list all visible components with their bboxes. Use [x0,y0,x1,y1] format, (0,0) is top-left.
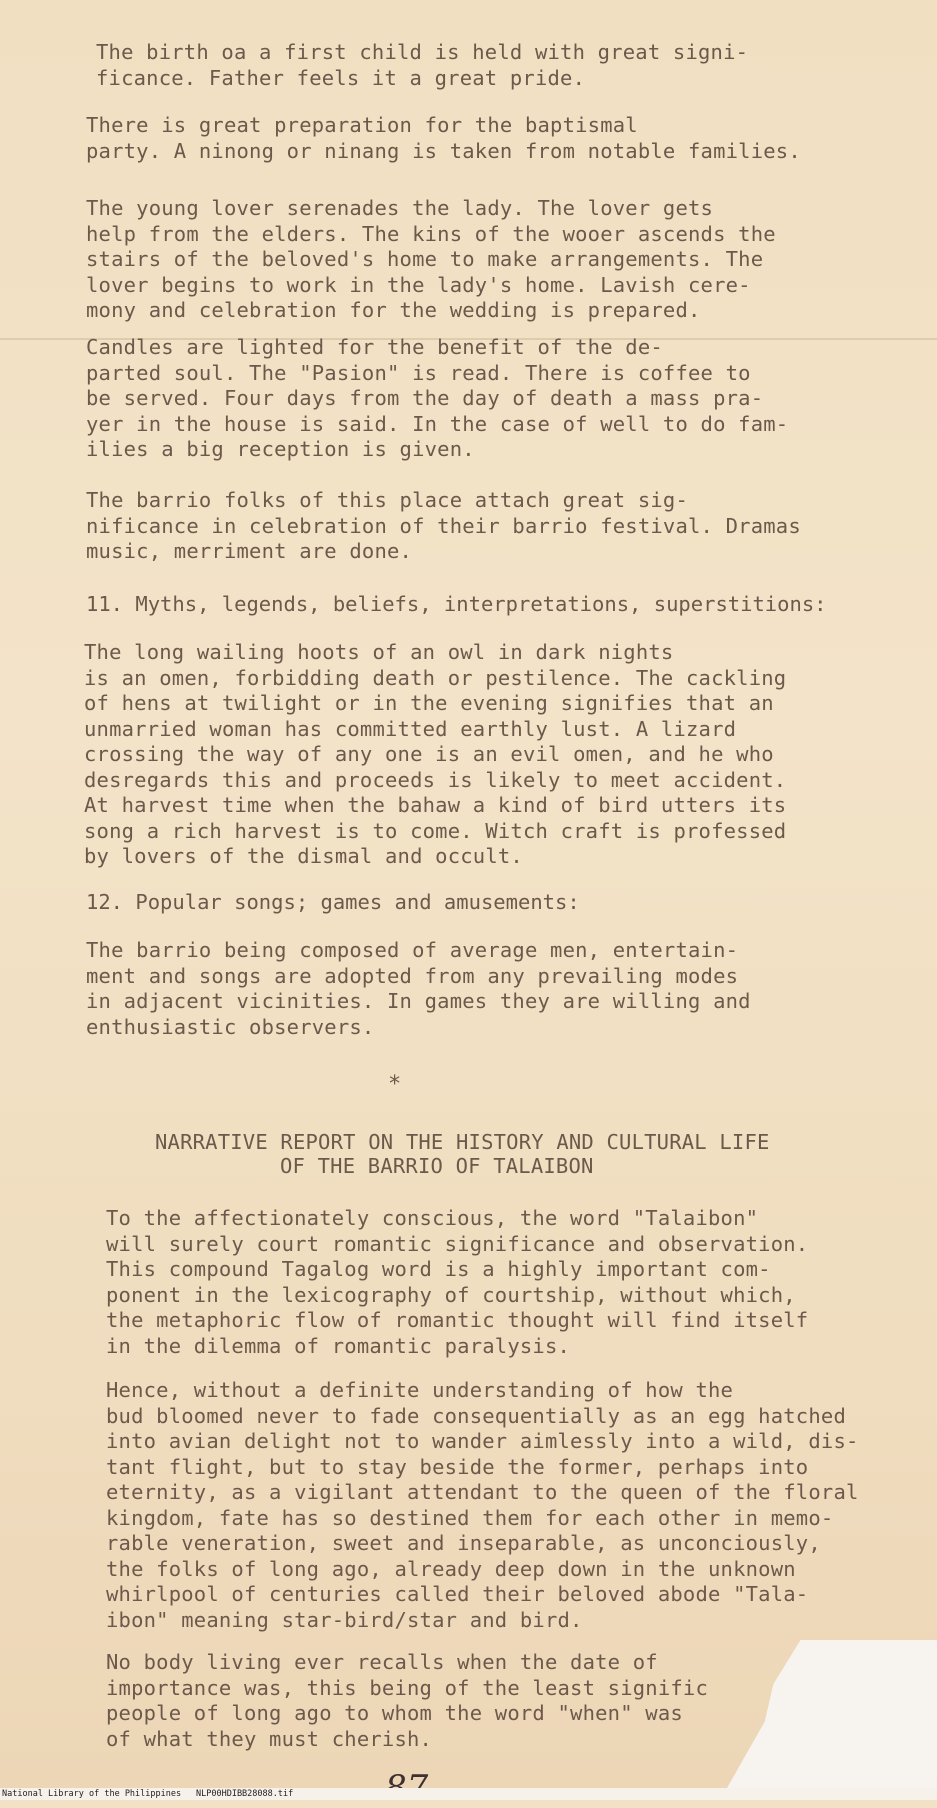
paragraph-date-unknown: No body living ever recalls when the date of importance was, this being of the least signific people of long ago to whom the word "when" was of what they must cherish. [106,1650,709,1751]
paragraph-superstitions: The long wailing hoots of an owl in dark nights is an omen, forbidding death or pestilence. The cackling of hens at twilight or in the evening signifies that an unmarried woman has committed earthly lust. A lizard crossing the way of any one is an evil omen, and he who desregards this and proceeds is likely to meet accident. At harvest time when the bahaw a kind of bird utters its song a rich harvest is to come. Witch craft is professed by lovers of the dismal and occult. [84,640,787,868]
footer-file-name: NLP00HDIBB28088.tif [196,1789,294,1799]
paragraph-talaibon-origin: Hence, without a definite understanding of how the bud bloomed never to fade consequentially as an egg hatched into avian delight not to wander aimlessly into a wild, dis- tant flight, but to stay beside the former, perhaps into eternity, as a vigilant attendant to the queen of the floral kingdom, fate has so destined them for each other in memo- rable veneration, sweet and inseparable, as unconciously, the folks of long ago, already deep down in the unknown whirlpool of centuries called their beloved abode "Tala- ibon" meaning star-bird/star and bird. [106,1378,859,1632]
footer-library-name: National Library of the Philippines [2,1789,182,1799]
narrative-report-subtitle: OF THE BARRIO OF TALAIBON [280,1154,594,1178]
paragraph-first-child: The birth oa a first child is held with great signi- ficance. Father feels it a great pride. [96,40,749,90]
section-heading-songs-games: 12. Popular songs; games and amusements: [86,890,580,914]
narrative-report-title: NARRATIVE REPORT ON THE HISTORY AND CULTURAL LIFE [155,1130,770,1154]
section-separator-asterisk: * [388,1072,402,1097]
paragraph-barrio-festival: The barrio folks of this place attach great sig- nificance in celebration of their barrio festival. Dramas music, merriment are done. [86,488,801,563]
paragraph-death-customs: Candles are lighted for the benefit of the de- parted soul. The "Pasion" is read. There is coffee to be served. Four days from the day of death a mass pra- yer in the house is said. In the case of well to do fam- ilies a big reception is given. [86,335,789,461]
paragraph-baptism: There is great preparation for the baptismal party. A ninong or ninang is taken from notable families. [86,113,801,163]
section-heading-myths: 11. Myths, legends, beliefs, interpretations, superstitions: [86,592,827,616]
torn-paper-corner [727,1640,937,1788]
paragraph-talaibon-meaning: To the affectionately conscious, the word "Talaibon" will surely court romantic significance and observation. This compound Tagalog word is a highly important com- ponent in the lexicography of courtship, without which, the metaphoric flow of romantic thought will find itself in the dilemma of romantic paralysis. [106,1206,809,1358]
scan-footer [0,1788,937,1800]
paragraph-courtship-wedding: The young lover serenades the lady. The lover gets help from the elders. The kins of the wooer ascends the stairs of the beloved's home to make arrangements. The lover begins to work in the lady's home. Lavish cere- mony and celebration for the wedding is prepared. [86,196,776,322]
paragraph-amusements: The barrio being composed of average men, entertain- ment and songs are adopted from any prevailing modes in adjacent vicinities. In games they are willing and enthusiastic observers. [86,938,751,1039]
